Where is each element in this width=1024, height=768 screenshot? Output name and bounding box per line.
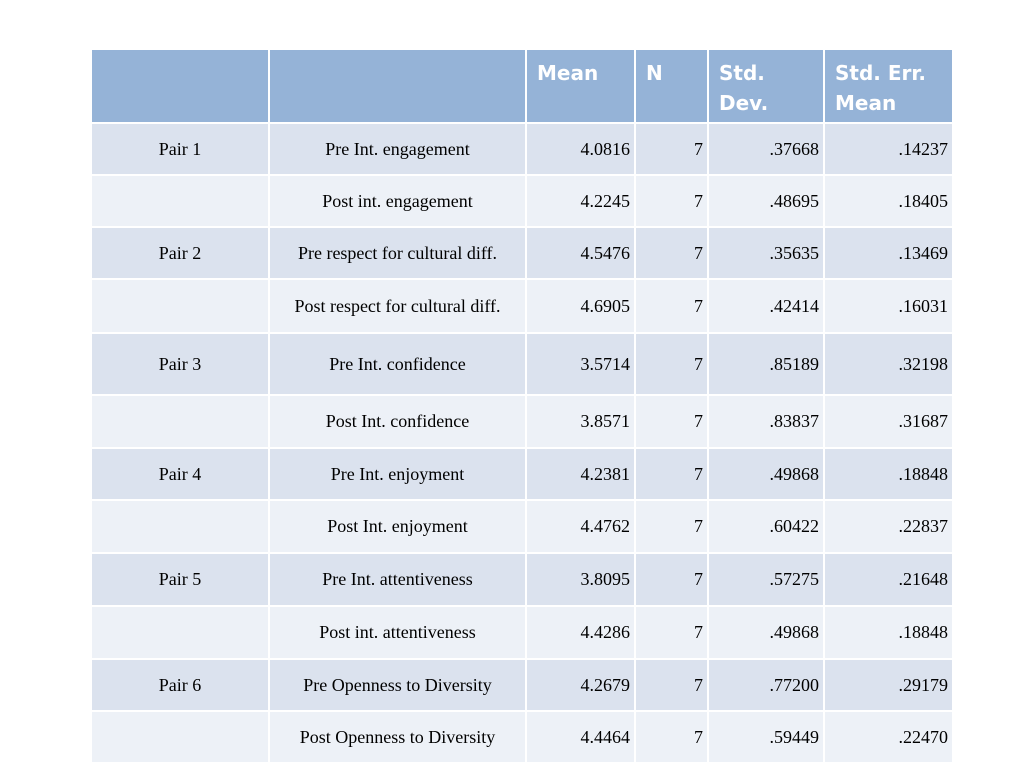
std-err-cell: .29179: [825, 660, 952, 712]
mean-cell: 4.4286: [527, 607, 636, 660]
table-row: [92, 124, 952, 176]
std-err-cell: .16031: [825, 280, 952, 334]
std-err-cell: .32198: [825, 334, 952, 396]
variable-cell: Pre Openness to Diversity: [270, 660, 527, 712]
variable-cell: Post Int. enjoyment: [270, 501, 527, 554]
header-n: N: [636, 50, 709, 124]
pair-cell: [92, 607, 270, 660]
variable-cell: Post Openness to Diversity: [270, 712, 527, 764]
variable-cell: Post Int. confidence: [270, 396, 527, 449]
header-mean: Mean: [527, 50, 636, 124]
n-cell: 7: [636, 334, 709, 396]
mean-cell: 3.8095: [527, 554, 636, 607]
header-std-err-mean: Std. Err. Mean: [825, 50, 952, 124]
mean-cell: 3.5714: [527, 334, 636, 396]
std-dev-cell: .60422: [709, 501, 825, 554]
variable-cell: Pre Int. attentiveness: [270, 554, 527, 607]
n-cell: 7: [636, 554, 709, 607]
pair-cell: [92, 501, 270, 554]
variable-cell: Post int. engagement: [270, 176, 527, 228]
n-cell: 7: [636, 124, 709, 176]
pair-cell: Pair 3: [92, 334, 270, 396]
table-row: [92, 449, 952, 501]
std-dev-cell: .59449: [709, 712, 825, 764]
std-err-cell: .22837: [825, 501, 952, 554]
std-dev-cell: .49868: [709, 607, 825, 660]
table-row: [92, 607, 952, 660]
mean-cell: 4.4762: [527, 501, 636, 554]
variable-cell: Post int. attentiveness: [270, 607, 527, 660]
n-cell: 7: [636, 176, 709, 228]
table-row: [92, 712, 952, 764]
variable-cell: Pre Int. engagement: [270, 124, 527, 176]
std-err-cell: .14237: [825, 124, 952, 176]
std-err-cell: .13469: [825, 228, 952, 280]
std-err-cell: .31687: [825, 396, 952, 449]
std-err-cell: .18848: [825, 607, 952, 660]
mean-cell: 4.4464: [527, 712, 636, 764]
pair-cell: Pair 5: [92, 554, 270, 607]
std-err-cell: .18405: [825, 176, 952, 228]
pair-cell: Pair 2: [92, 228, 270, 280]
std-dev-cell: .57275: [709, 554, 825, 607]
variable-cell: Pre Int. enjoyment: [270, 449, 527, 501]
std-dev-cell: .85189: [709, 334, 825, 396]
paired-samples-statistics-table: [92, 50, 952, 764]
mean-cell: 4.0816: [527, 124, 636, 176]
n-cell: 7: [636, 712, 709, 764]
pair-cell: Pair 1: [92, 124, 270, 176]
variable-cell: Pre Int. confidence: [270, 334, 527, 396]
table-row: [92, 660, 952, 712]
std-dev-cell: .49868: [709, 449, 825, 501]
pair-cell: [92, 280, 270, 334]
std-dev-cell: .35635: [709, 228, 825, 280]
pair-cell: Pair 6: [92, 660, 270, 712]
std-err-cell: .18848: [825, 449, 952, 501]
std-dev-cell: .37668: [709, 124, 825, 176]
n-cell: 7: [636, 607, 709, 660]
pair-cell: [92, 176, 270, 228]
std-dev-cell: .77200: [709, 660, 825, 712]
pair-cell: [92, 712, 270, 764]
std-dev-cell: .42414: [709, 280, 825, 334]
std-err-cell: .21648: [825, 554, 952, 607]
variable-cell: Pre respect for cultural diff.: [270, 228, 527, 280]
header-row: [92, 50, 952, 124]
n-cell: 7: [636, 396, 709, 449]
pair-cell: [92, 396, 270, 449]
n-cell: 7: [636, 660, 709, 712]
mean-cell: 4.2381: [527, 449, 636, 501]
table-row: [92, 228, 952, 280]
std-dev-cell: .48695: [709, 176, 825, 228]
table-row: [92, 280, 952, 334]
header-std-dev: Std. Dev.: [709, 50, 825, 124]
mean-cell: 3.8571: [527, 396, 636, 449]
table-row: [92, 554, 952, 607]
table-row: [92, 396, 952, 449]
mean-cell: 4.2679: [527, 660, 636, 712]
std-err-cell: .22470: [825, 712, 952, 764]
table-row: [92, 334, 952, 396]
table-row: [92, 176, 952, 228]
n-cell: 7: [636, 280, 709, 334]
mean-cell: 4.5476: [527, 228, 636, 280]
table-row: [92, 501, 952, 554]
header-variable: [270, 50, 527, 124]
header-pair: [92, 50, 270, 124]
pair-cell: Pair 4: [92, 449, 270, 501]
n-cell: 7: [636, 449, 709, 501]
variable-cell: Post respect for cultural diff.: [270, 280, 527, 334]
n-cell: 7: [636, 228, 709, 280]
n-cell: 7: [636, 501, 709, 554]
mean-cell: 4.2245: [527, 176, 636, 228]
std-dev-cell: .83837: [709, 396, 825, 449]
mean-cell: 4.6905: [527, 280, 636, 334]
